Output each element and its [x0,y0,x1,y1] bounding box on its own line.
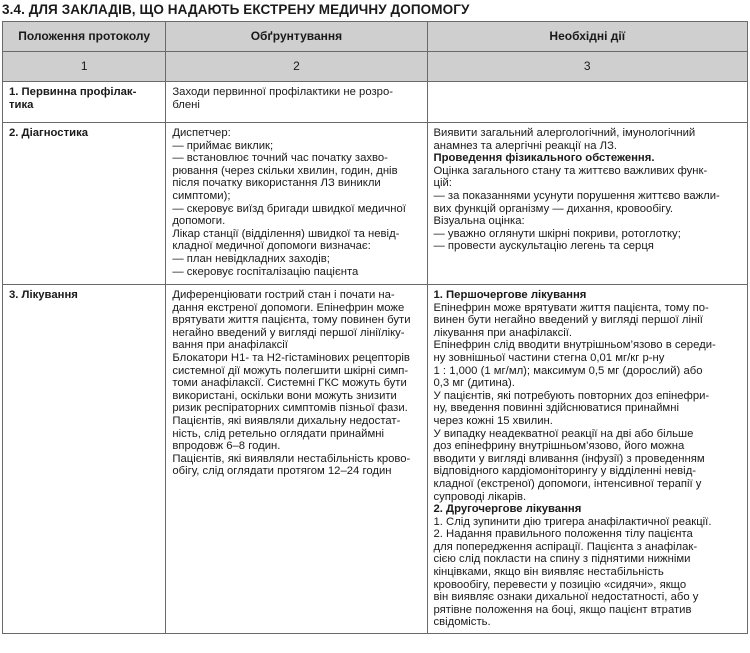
row-label-prevention [3,82,166,123]
text-line: Блокатори Н1- та Н2-гістамінових рецепторів [172,351,410,364]
text-line: допомоги. [172,215,226,228]
text-line: рятівне положення на боці, якщо пацієнт втратив [433,603,692,616]
col-number-3: 3 [427,52,748,82]
text-line: для попередження аспірації. Пацієнта з анафілак- [433,540,698,553]
col-number-2: 2 [166,52,427,82]
text-line: ність, слід ретельно оглядати принаймні [172,427,385,440]
text-line: через кожні 15 хвилин. [433,414,553,427]
header-position: Положення протоколу [3,22,166,52]
text-line: він виявляє ознаки дихальної недостатності, або у [433,591,699,604]
text-line: системної дії можуть полегшити шкірні симп- [172,364,409,377]
subheading-second-line-treatment: 2. Другочергове лікування [433,503,582,516]
text-line: лікування при анафілаксії. [433,326,573,339]
text-line: Виявити загальний алергологічний, імунологічний [433,127,696,139]
text-line: Пацієнтів, які виявляли нестабільність крово- [172,452,411,465]
text-line: обігу, слід оглядати протягом 12–24 годин [172,465,392,478]
text-line: — скеровує госпіталізацію пацієнта [172,265,359,278]
cell-justification-treatment [166,285,427,634]
text-line: ну зовнішньої частини стегна 0,01 мг/кг р-ну [433,351,665,364]
cell-actions-diagnostics [427,123,748,285]
text-line: сією слід покласти на спину з піднятими нижніми [433,553,691,566]
text-line: впродовж 6–8 годин. [172,440,281,453]
text-line: — встановлює точний час початку захво- [172,152,388,165]
row-label-line: 1. Первинна профілак- [9,86,137,98]
text-line: У випадку неадекватної реакції на дві або більше [433,427,694,440]
text-line: У пацієнтів, які потребують повторних доз епінефри- [433,389,710,402]
text-line: Візуальна оцінка: [433,215,525,228]
row-label-line: 3. Лікування [9,289,78,301]
text-line: анамнез та алергічні реакції на ЛЗ. [433,139,618,152]
text-line: доз епінефрину внутрішньом’язово, його можна [433,440,685,453]
text-line: 0,3 мг (дитина). [433,377,515,390]
text-line: — приймає виклик; [172,139,274,152]
subheading-physical-exam: Проведення фізикального обстеження. [433,152,655,165]
text-line: — за показаннями усунути порушення життєво важли- [433,189,720,202]
cell-justification-diagnostics [166,123,427,285]
text-line: — провести аускультацію легень та серця [433,240,654,253]
text-line: кладної (екстреної) допомоги, інтенсивної терапії у [433,477,702,490]
text-line: — скеровує виїзд бригади швидкої медичної [172,202,406,215]
text-line: кладної медичної допомоги визначає: [172,240,371,253]
text-line: — план невідкладних заходів; [172,252,330,265]
text-line: томи анафілаксії. Системні ГКС можуть бути [172,377,407,390]
text-line: Лікар станції (відділення) швидкої та невід- [172,227,400,240]
text-line: винен бути негайно введений у вигляді першої лінії [433,314,703,327]
table-row-prevention [3,82,748,123]
text-line: свідомість. [433,616,491,629]
text-line: кровообігу, перевести у позицію «сидячи», якщо [433,578,687,591]
text-line: ну, введення повинні здійснюватися принаймні [433,402,679,415]
text-line: Епінефрин слід вводити внутрішньом’язово в середи- [433,339,716,352]
protocol-table [2,21,748,634]
cell-justification-prevention [166,82,427,123]
column-number-row [3,52,748,82]
row-label-line: тика [9,98,34,111]
cell-actions-prevention [427,82,748,123]
text-line: ризик респіраторних симптомів пізньої фази. [172,402,408,415]
col-number-1: 1 [3,52,166,82]
text-line: дання екстреної допомоги. Епінефрин може [172,301,405,314]
text-line: вводити у вигляді вливання (інфузії) з проведенням [433,452,705,465]
text-line: Заходи первинної профілактики не розро- [172,86,393,98]
text-line: симптоми); [172,189,231,202]
text-line: — уважно оглянути шкірні покриви, ротоглотку; [433,227,681,240]
text-line: Оцінка загального стану та життєво важливих функ- [433,164,708,177]
subheading-first-line-treatment: 1. Першочергове лікування [433,289,587,301]
text-line: рювання (через скільки хвилин, годин, днів [172,164,398,177]
cell-actions-treatment [427,285,748,634]
text-line: цій: [433,177,452,190]
table-row-diagnostics [3,123,748,285]
text-line: 1 : 1,000 (1 мг/мл); максимум 0,5 мг (дорослий) або [433,364,703,377]
text-line: Пацієнтів, які виявляли дихальну недостат- [172,414,401,427]
text-line: 2. Надання правильного положення тілу пацієнта [433,528,693,541]
table-row-treatment [3,285,748,634]
row-label-diagnostics [3,123,166,285]
text-line: вих функцій організму — дихання, кровообігу. [433,202,674,215]
text-line: негайно введений у вигляді першої лініїліку- [172,326,405,339]
text-line: після початку використання ЛЗ виникли [172,177,381,190]
text-line: кінцівками, якщо він виявляє нестабільність [433,566,664,579]
text-line: Диференціювати гострий стан і почати на- [172,289,395,301]
text-line: Епінефрин може врятувати життя пацієнта, тому по- [433,301,709,314]
text-line: використані, оскільки вони можуть знизити [172,389,397,402]
text-line: Диспетчер: [172,127,231,139]
text-line: блені [172,98,200,111]
section-title: 3.4. ДЛЯ ЗАКЛАДІВ, ЩО НАДАЮТЬ ЕКСТРЕНУ МЕДИЧНУ ДОПОМОГУ [2,2,470,17]
row-label-line: 2. Діагностика [9,127,89,139]
header-justification: Обґрунтування [166,22,427,52]
text-line: 1. Слід зупинити дію тригера анафілактичної реакції. [433,515,712,528]
header-actions: Необхідні дії [427,22,748,52]
header-row [3,22,748,52]
text-line: супроводі лікарів. [433,490,527,503]
text-line: вання при анафілаксії [172,339,288,352]
row-label-treatment [3,285,166,634]
text-line: врятувати життя пацієнта, тому повинен бути [172,314,411,327]
text-line: відповідного кардіомоніторингу у відділенні невід- [433,465,697,478]
